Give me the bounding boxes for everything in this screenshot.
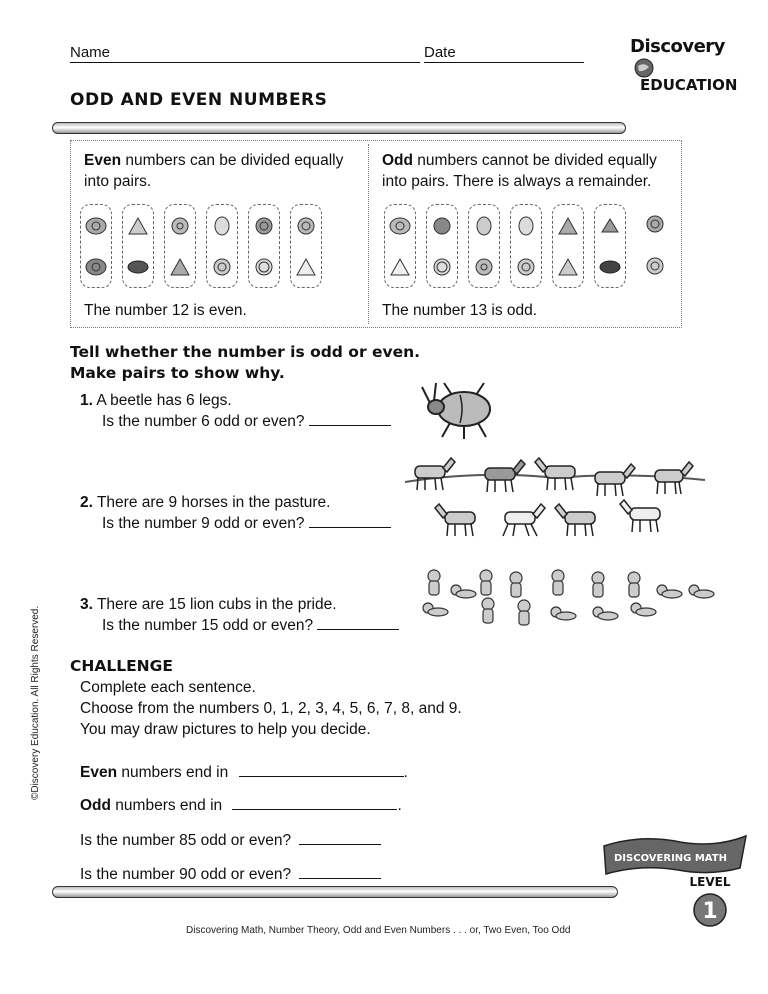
odd-sentence-text: numbers end in	[111, 797, 223, 814]
even-shell-pairs	[80, 204, 322, 288]
odd-sentence-term: Odd	[80, 797, 111, 814]
odd-endings-blank[interactable]	[232, 809, 397, 810]
even-text: numbers can be divided equally into pairs.	[84, 152, 344, 190]
answer-blank-90[interactable]	[299, 878, 381, 879]
date-line[interactable]	[424, 62, 584, 63]
logo-line2: EDUCATION	[640, 76, 738, 94]
shell-icon	[599, 257, 621, 277]
shell-pair	[290, 204, 322, 288]
question-prompt: Is the number 6 odd or even?	[102, 413, 305, 430]
odd-sentence	[80, 795, 402, 816]
shell-pair	[206, 204, 238, 288]
side-copyright: ©Discovery Education. All Rights Reserved.	[30, 605, 41, 800]
shell-icon	[85, 216, 107, 236]
shell-icon	[431, 257, 453, 277]
shell-pair	[122, 204, 154, 288]
horses-pasture-illustration	[405, 452, 705, 552]
beetle-icon	[420, 375, 500, 441]
odd-period: .	[397, 797, 402, 814]
question-text: There are 15 lion cubs in the pride.	[96, 596, 337, 613]
shell-pair	[552, 204, 584, 288]
odd-shell-pairs	[384, 204, 626, 288]
instructions-line2: Make pairs to show why.	[70, 364, 285, 382]
challenge-line2: Choose from the numbers 0, 1, 2, 3, 4, 5, 6, 7, 8, and 9.	[80, 700, 462, 717]
shell-icon	[599, 216, 621, 236]
shell-icon	[473, 257, 495, 277]
shell-icon	[169, 216, 191, 236]
date-label: Date	[424, 44, 456, 61]
shell-icon	[557, 216, 579, 236]
answer-blank-1[interactable]	[309, 425, 391, 426]
question-number: 1.	[80, 392, 93, 409]
answer-blank-2[interactable]	[309, 527, 391, 528]
shell-icon	[253, 257, 275, 277]
shell-icon	[127, 216, 149, 236]
shell-pair	[248, 204, 280, 288]
question-number: 3.	[80, 596, 93, 613]
level-label: LEVEL	[689, 875, 731, 889]
level-badge	[680, 870, 740, 934]
remainder-shell-icon	[644, 256, 666, 276]
even-sentence-term: Even	[80, 764, 118, 781]
question-number: 2.	[80, 494, 93, 511]
instructions	[70, 342, 420, 384]
shell-icon	[211, 216, 233, 236]
page-title: ODD AND EVEN NUMBERS	[70, 90, 328, 110]
banner-text: DISCOVERING MATH	[614, 853, 727, 864]
remainder-shell-icon	[644, 214, 666, 234]
shell-pair	[426, 204, 458, 288]
question-85	[80, 830, 381, 851]
even-definition	[84, 150, 354, 192]
challenge-instructions	[80, 677, 462, 740]
shell-icon	[295, 257, 317, 277]
question-prompt: Is the number 15 odd or even?	[102, 617, 314, 634]
even-sentence	[80, 762, 408, 783]
name-line[interactable]	[70, 62, 420, 63]
shell-icon	[515, 216, 537, 236]
box-divider	[368, 144, 369, 324]
shell-icon	[295, 216, 317, 236]
question-text: A beetle has 6 legs.	[96, 392, 232, 409]
shell-pair	[384, 204, 416, 288]
challenge-heading: CHALLENGE	[70, 657, 173, 675]
challenge-line3: You may draw pictures to help you decide.	[80, 721, 371, 738]
question-prompt: Is the number 9 odd or even?	[102, 515, 305, 532]
question-90-text: Is the number 90 odd or even?	[80, 866, 292, 883]
question-85-text: Is the number 85 odd or even?	[80, 832, 292, 849]
even-endings-blank[interactable]	[239, 776, 404, 777]
shell-pair	[594, 204, 626, 288]
shell-icon	[557, 257, 579, 277]
shell-pair	[468, 204, 500, 288]
even-term: Even	[84, 152, 122, 169]
odd-term: Odd	[382, 152, 413, 169]
odd-caption: The number 13 is odd.	[382, 302, 538, 319]
shell-icon	[389, 216, 411, 236]
bottom-divider-bar	[52, 886, 618, 898]
shell-pair	[80, 204, 112, 288]
even-sentence-text: numbers end in	[117, 764, 229, 781]
globe-icon	[634, 58, 654, 78]
shell-icon	[211, 257, 233, 277]
top-divider-bar	[52, 122, 626, 134]
answer-blank-85[interactable]	[299, 844, 381, 845]
name-label: Name	[70, 44, 111, 61]
shell-icon	[473, 216, 495, 236]
instructions-line1: Tell whether the number is odd or even.	[70, 343, 421, 361]
shell-icon	[431, 216, 453, 236]
question-1	[80, 390, 391, 432]
shell-pair	[164, 204, 196, 288]
question-text: There are 9 horses in the pasture.	[96, 494, 331, 511]
question-3	[80, 594, 399, 636]
odd-text: numbers cannot be divided equally into pairs. There is always a remainder.	[382, 152, 657, 190]
discovery-logo	[622, 36, 738, 94]
shell-icon	[169, 257, 191, 277]
lion-cubs-illustration	[420, 568, 720, 628]
question-2	[80, 492, 391, 534]
logo-line1: Discovery	[630, 36, 725, 57]
answer-blank-3[interactable]	[317, 629, 399, 630]
shell-icon	[389, 257, 411, 277]
challenge-line1: Complete each sentence.	[80, 679, 256, 696]
shell-icon	[127, 257, 149, 277]
shell-icon	[515, 257, 537, 277]
level-number: 1	[702, 899, 718, 924]
shell-icon	[253, 216, 275, 236]
question-90	[80, 864, 381, 885]
footer-text: Discovering Math, Number Theory, Odd and Even Numbers . . . or, Two Even, Too Odd	[186, 925, 571, 936]
even-period: .	[403, 764, 408, 781]
even-caption: The number 12 is even.	[84, 302, 247, 319]
shell-icon	[85, 257, 107, 277]
odd-definition	[382, 150, 672, 192]
shell-pair	[510, 204, 542, 288]
